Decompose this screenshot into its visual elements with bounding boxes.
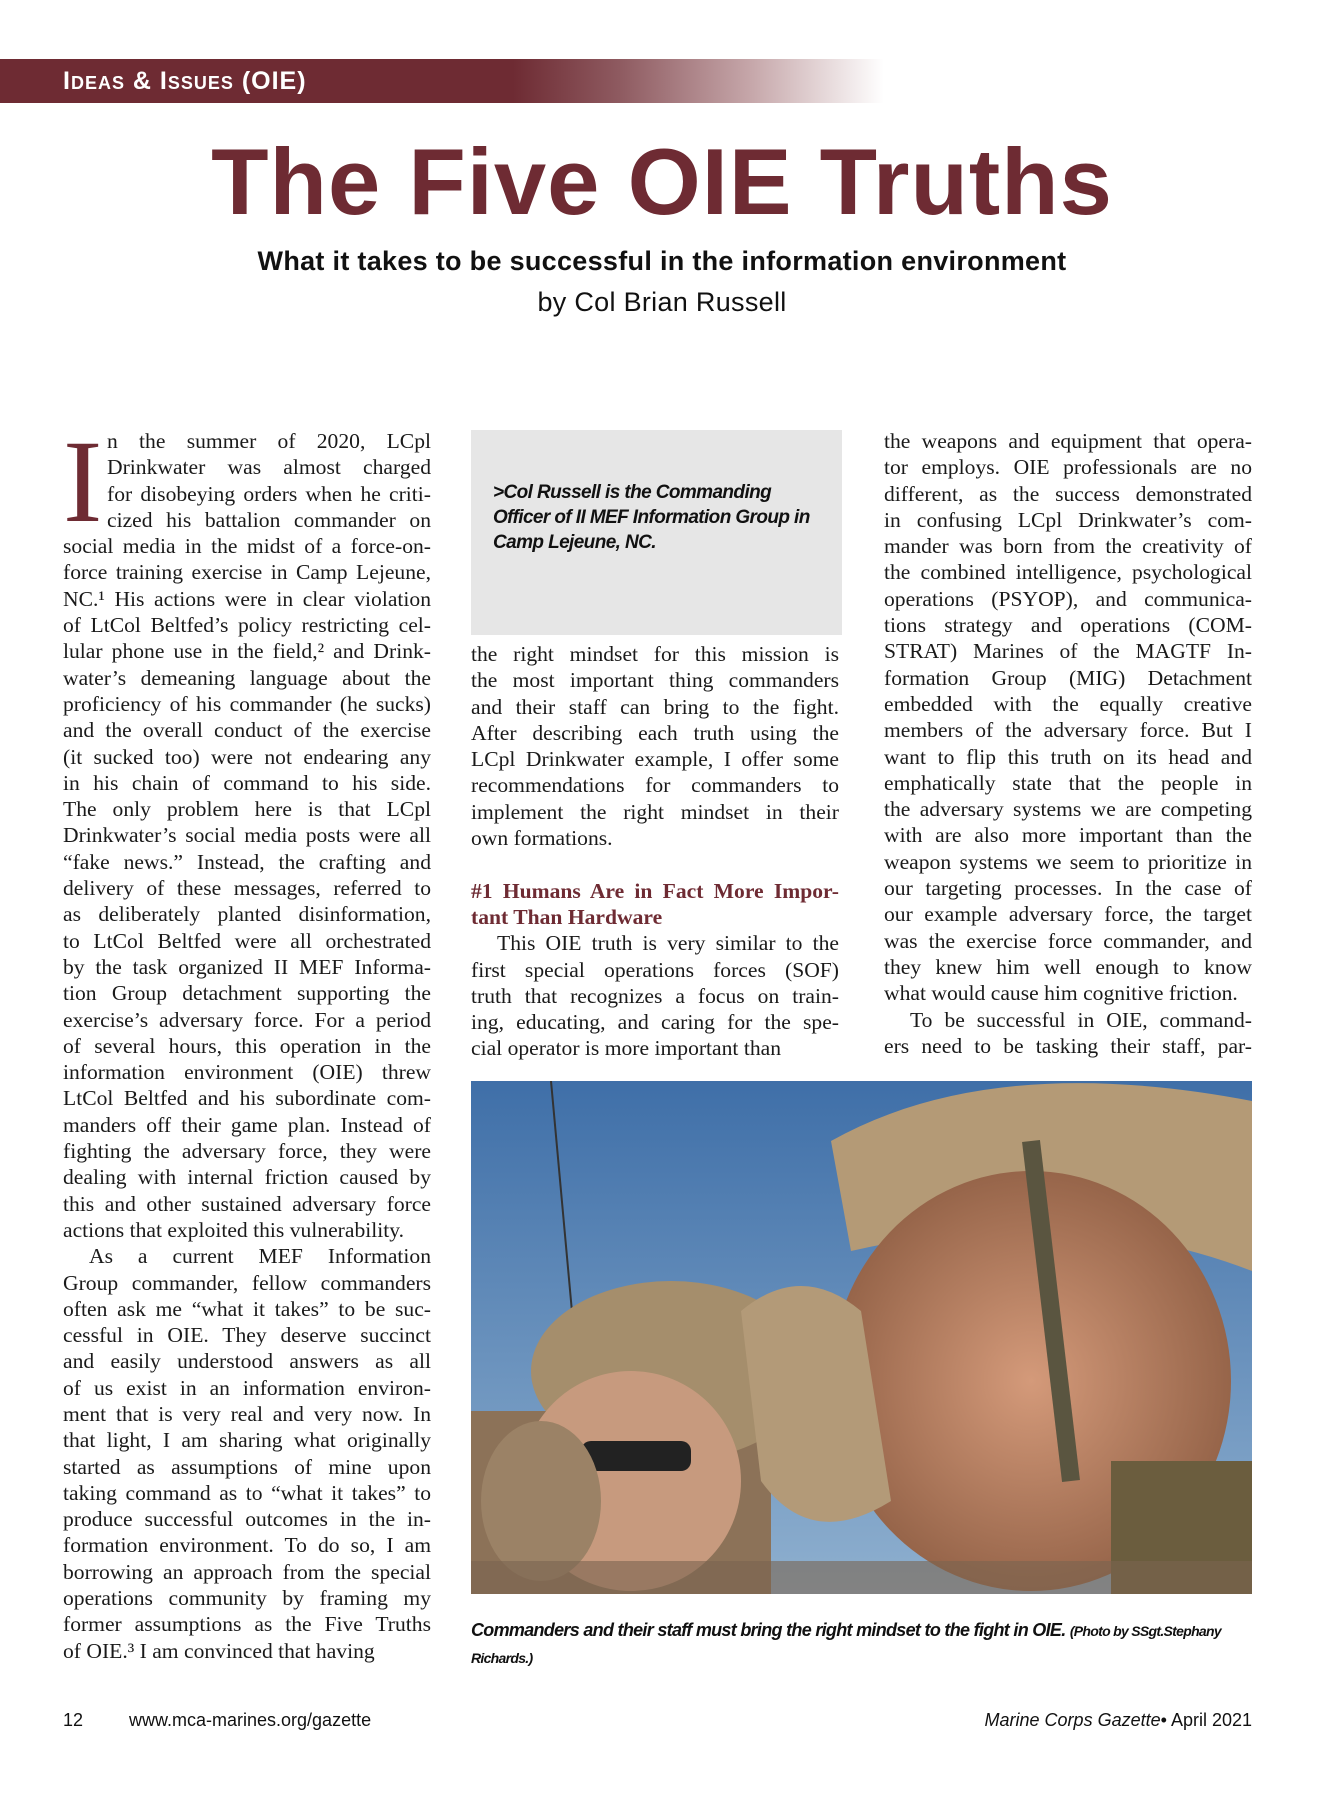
section-heading: #1 Humans Are in Fact More Impor- <box>471 878 839 903</box>
text-line: was the exercise force commander, and <box>884 928 1252 953</box>
text-line: “fake news.” Instead, the crafting and <box>63 849 431 874</box>
text-line: with are also more important than the <box>884 823 1252 848</box>
text-line: information environment (OIE) threw <box>63 1060 431 1085</box>
text-line: produce successful outcomes in the in- <box>63 1507 431 1532</box>
text-line: the combined intelligence, psychological <box>884 560 1252 585</box>
text-line: different, as the success demonstrated <box>884 481 1252 506</box>
text-line: of OIE.³ I am convinced that having <box>63 1638 375 1663</box>
text-line: our example adversary force, the target <box>884 902 1252 927</box>
text-line: social media in the midst of a force-on- <box>63 534 431 559</box>
author-bio-box <box>471 430 842 635</box>
column-3 <box>884 428 1252 1059</box>
text-line: ing, educating, and caring for the spe- <box>471 1010 839 1035</box>
text-line: and their staff can bring to the fight. <box>471 694 839 719</box>
text-line: ment that is very real and very now. In <box>63 1401 431 1426</box>
text-line: NC.¹ His actions were in clear violation <box>63 586 431 611</box>
article-photo <box>471 1081 1252 1594</box>
issue-date: April 2021 <box>1170 1710 1252 1730</box>
text-line: The only problem here is that LCpl <box>63 797 431 822</box>
text-line: delivery of these messages, referred to <box>63 876 431 901</box>
text-line: operations (PSYOP), and communica- <box>884 586 1252 611</box>
text-line: LCpl Drinkwater example, I offer some <box>471 747 839 772</box>
text-line: emphatically state that the people in <box>884 770 1252 795</box>
section-label: Ideas & Issues (OIE) <box>63 67 307 95</box>
text-line: weapon systems we seem to prioritize in <box>884 849 1252 874</box>
text-line: mander was born from the creativity of <box>884 534 1252 559</box>
text-line: as deliberately planted disinformation, <box>63 902 431 927</box>
text-line: Drinkwater’s social media posts were all <box>63 823 431 848</box>
text-line: started as assumptions of mine upon <box>63 1454 431 1479</box>
text-line: After describing each truth using the <box>471 720 839 745</box>
publication-info <box>985 1710 1252 1731</box>
text-line: in his chain of command to his side. <box>63 770 431 795</box>
text-line: To be successful in OIE, command- <box>910 1007 1252 1032</box>
section-heading: tant Than Hardware <box>471 904 663 929</box>
text-line: cial operator is more important than <box>471 1036 782 1061</box>
text-line: recommendations for commanders to <box>471 773 839 798</box>
text-line: (it sucked too) were not endearing any <box>63 744 431 769</box>
column-1 <box>63 416 431 1664</box>
text-line: cized his battalion commander on <box>107 507 431 532</box>
text-line: our targeting processes. In the case of <box>884 876 1252 901</box>
text-line: the weapons and equipment that opera- <box>884 429 1252 453</box>
text-line: the right mindset for this mission is <box>471 642 839 666</box>
text-line: the most important thing commanders <box>471 668 839 693</box>
text-line: embedded with the equally creative <box>884 691 1252 716</box>
text-line: members of the adversary force. But I <box>884 718 1252 743</box>
section-banner <box>0 59 884 103</box>
text-line: want to flip this truth on its head and <box>884 744 1252 769</box>
text-line: dealing with internal friction caused by <box>63 1165 431 1190</box>
article-subtitle: What it takes to be successful in the information environment <box>257 246 1067 276</box>
text-line: Drinkwater was almost charged <box>107 455 431 480</box>
text-line: often ask me “what it takes” to be suc- <box>63 1296 431 1321</box>
text-line: what would cause him cognitive friction. <box>884 981 1238 1006</box>
text-line: they knew him well enough to know <box>884 954 1252 979</box>
text-line: of us exist in an information environ- <box>63 1375 431 1400</box>
text-line: borrowing an approach from the special <box>63 1559 431 1584</box>
page-number: 12 <box>63 1710 84 1730</box>
text-line: by the task organized II MEF Informa- <box>63 954 431 979</box>
text-line: fighting the adversary force, they were <box>63 1139 431 1164</box>
text-line: As a current MEF Information <box>89 1244 431 1269</box>
photo-caption <box>471 1617 1261 1671</box>
marines-photo-image <box>471 1081 1252 1594</box>
text-line: operations community by framing my <box>63 1586 431 1611</box>
text-line: cessful in OIE. They deserve succinct <box>63 1323 431 1348</box>
publication-name: Marine Corps Gazette <box>984 1710 1161 1730</box>
text-line: actions that exploited this vulnerability. <box>63 1217 405 1242</box>
text-line: that light, I am sharing what originally <box>63 1428 431 1453</box>
text-line: tor employs. OIE professionals are no <box>884 455 1252 480</box>
text-line: implement the right mindset in their <box>471 799 839 824</box>
text-line: formation Group (MIG) Detachment <box>884 665 1252 690</box>
text-line: and easily understood answers as all <box>63 1349 431 1374</box>
text-line: the adversary systems we are competing <box>884 797 1252 822</box>
text-line: for disobeying orders when he criti- <box>107 481 431 506</box>
text-line: STRAT) Marines of the MAGTF In- <box>884 639 1252 664</box>
text-line: of several hours, this operation in the <box>63 1033 431 1058</box>
text-line: ers need to be tasking their staff, par- <box>884 1033 1252 1058</box>
caption-text: Commanders and their staff must bring the right mindset to the fight in OIE. <box>471 1620 1066 1640</box>
text-line: exercise’s adversary force. For a period <box>63 1007 431 1032</box>
text-line: first special operations forces (SOF) <box>471 957 839 982</box>
text-line: former assumptions as the Five Truths <box>63 1612 431 1637</box>
text-line: n the summer of 2020, LCpl <box>107 429 431 453</box>
text-line: own formations. <box>471 826 613 851</box>
text-line: Group commander, fellow commanders <box>63 1270 431 1295</box>
text-line: proficiency of his commander (he sucks) <box>63 691 431 716</box>
text-line: and the overall conduct of the exercise <box>63 718 431 743</box>
website-url[interactable]: www.mca-marines.org/gazette <box>129 1710 372 1730</box>
bullet-separator: • <box>1160 1710 1167 1730</box>
text-line: lular phone use in the field,² and Drink- <box>63 639 431 664</box>
text-line: water’s demeaning language about the <box>63 665 431 690</box>
author-bio: >Col Russell is the Commanding Officer of II MEF Information Group in Camp Lejeune, NC. <box>493 482 810 553</box>
article-title: The Five OIE Truths <box>211 129 1113 234</box>
photo-credit: (Photo by SSgt.Stephany Richards.) <box>471 1623 1221 1666</box>
drop-cap: I <box>63 416 103 547</box>
text-line: LtCol Beltfed and his subordinate com- <box>63 1086 431 1111</box>
text-line: formation environment. To do so, I am <box>63 1533 431 1558</box>
text-line: tions strategy and operations (COM- <box>884 613 1252 638</box>
text-line <box>471 851 839 877</box>
byline: by Col Brian Russell <box>537 287 787 317</box>
text-line: truth that recognizes a focus on train- <box>471 983 839 1008</box>
text-line: of LtCol Beltfed’s policy restricting cel- <box>63 613 431 638</box>
text-line: to LtCol Beltfed were all orchestrated <box>63 928 431 953</box>
text-line: manders off their game plan. Instead of <box>63 1112 431 1137</box>
text-line: This OIE truth is very similar to the <box>497 931 839 956</box>
text-line: tion Group detachment supporting the <box>63 981 431 1006</box>
text-line: in confusing LCpl Drinkwater’s com- <box>884 507 1252 532</box>
text-line: taking command as to “what it takes” to <box>63 1480 431 1505</box>
text-line: force training exercise in Camp Lejeune, <box>63 560 431 585</box>
text-line: this and other sustained adversary force <box>63 1191 431 1216</box>
column-2 <box>471 641 839 1062</box>
